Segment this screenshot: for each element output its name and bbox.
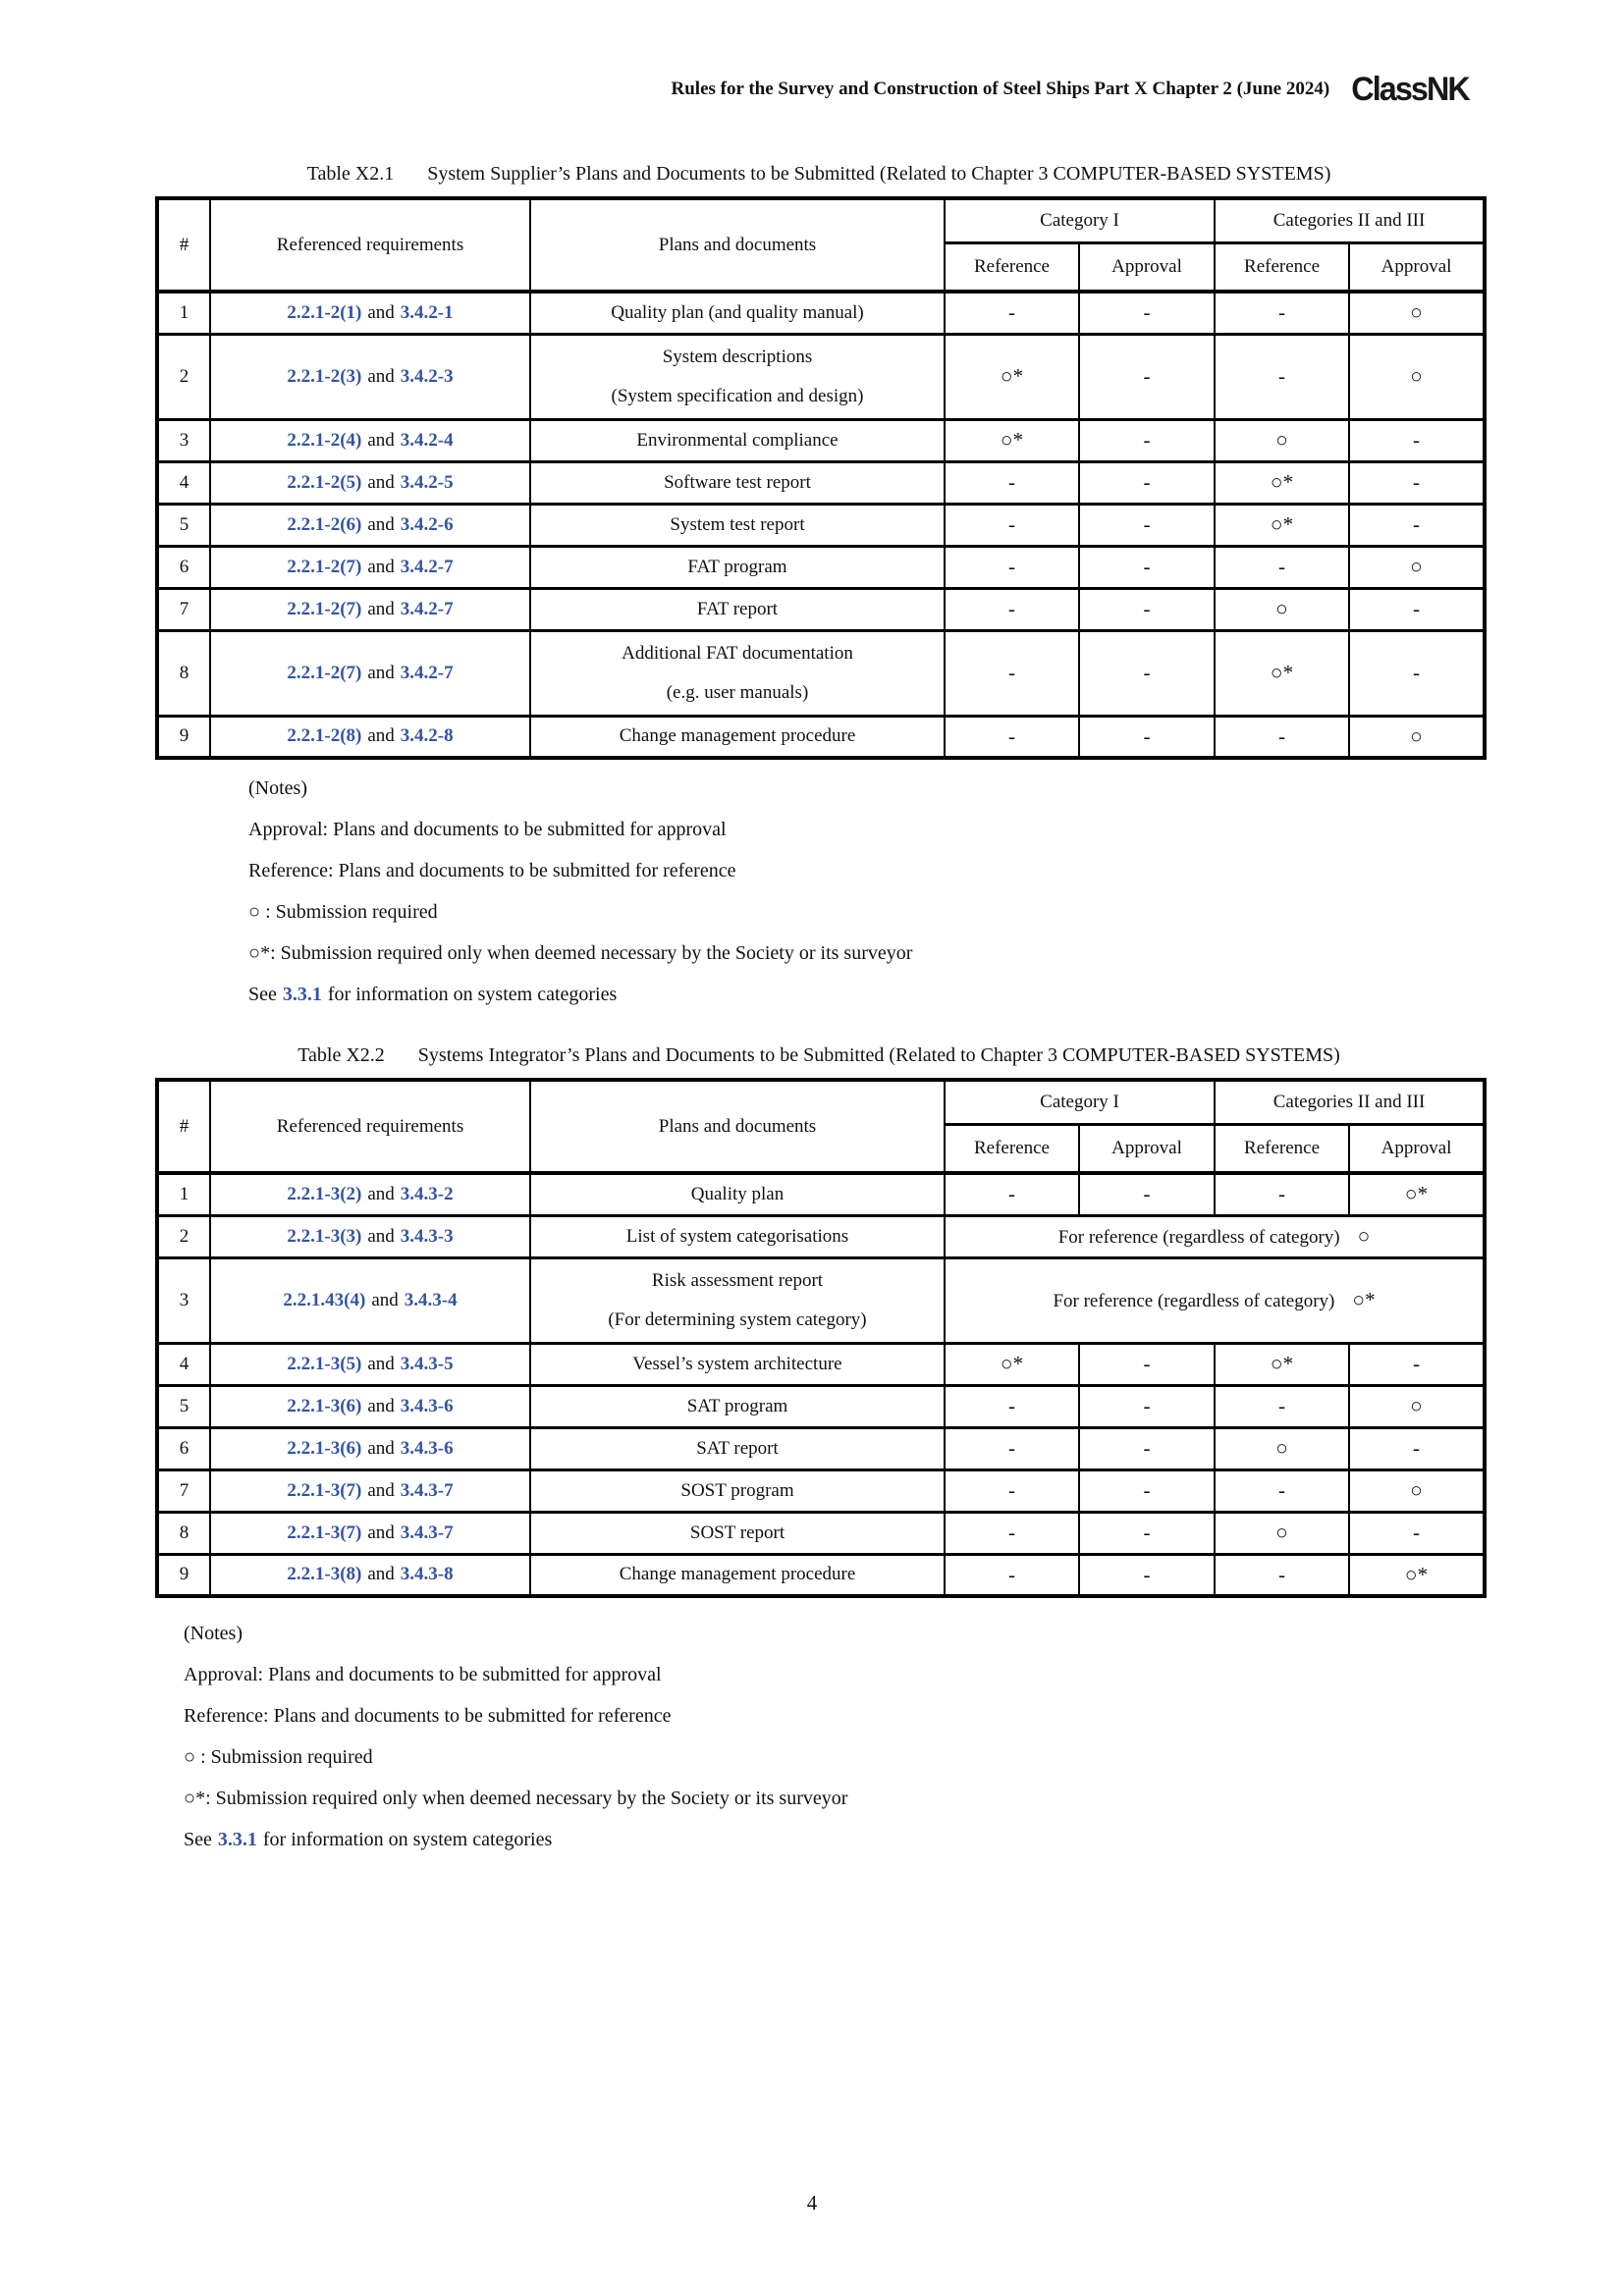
requirement-reference-1[interactable]: 2.2.1-2(7) <box>287 662 362 683</box>
document-name-line: Vessel’s system architecture <box>632 1353 842 1374</box>
referenced-requirements-cell <box>210 1469 530 1512</box>
row-number: 4 <box>157 1343 210 1385</box>
col-header-category-1: Category I <box>945 198 1215 242</box>
and-word: and <box>367 725 395 747</box>
note-line: Reference: Plans and documents to be submitted for reference <box>184 1705 672 1727</box>
submission-cell: ○ <box>1215 1512 1349 1554</box>
col-header-approval-cat1: Approval <box>1079 242 1215 292</box>
submission-cell: - <box>1349 588 1485 630</box>
requirement-reference-2[interactable]: 3.4.2-7 <box>400 662 454 683</box>
page-number: 4 <box>806 2191 818 2215</box>
referenced-requirements-cell <box>210 716 530 758</box>
note-line: ○ : Submission required <box>248 901 438 923</box>
referenced-requirements-cell <box>210 546 530 588</box>
col-header-requirements: Referenced requirements <box>210 1080 530 1173</box>
col-header-categories-2-3: Categories II and III <box>1215 1080 1485 1124</box>
requirement-reference-1[interactable]: 2.2.1-3(8) <box>287 1564 362 1585</box>
submission-cell: - <box>945 1469 1079 1512</box>
submission-cell: - <box>1079 1512 1215 1554</box>
requirement-reference-2[interactable]: 3.4.2-5 <box>400 471 454 493</box>
referenced-requirements-cell <box>210 461 530 504</box>
submission-cell: - <box>1349 504 1485 546</box>
submission-cell: ○ <box>1349 334 1485 419</box>
submission-cell: - <box>1215 1173 1349 1215</box>
table-row <box>157 1554 1485 1596</box>
table-row <box>157 334 1485 419</box>
col-header-plans: Plans and documents <box>530 198 945 292</box>
note-line: Approval: Plans and documents to be submitted for approval <box>248 819 727 840</box>
requirement-reference-1[interactable]: 2.2.1-2(6) <box>287 513 362 535</box>
submission-cell: - <box>1079 1173 1215 1215</box>
requirement-reference-2[interactable]: 3.4.3-5 <box>400 1353 454 1374</box>
and-word: and <box>367 1225 395 1247</box>
submission-cell: - <box>945 1385 1079 1427</box>
plans-documents-cell <box>530 1385 945 1427</box>
requirement-reference-2[interactable]: 3.4.2-7 <box>400 556 454 577</box>
and-word: and <box>367 1183 395 1204</box>
document-header-title: Rules for the Survey and Construction of Steel Ships Part X Chapter 2 (June 2024) <box>671 79 1330 99</box>
col-header-category-1: Category I <box>945 1080 1215 1124</box>
requirement-reference-1[interactable]: 2.2.1-2(1) <box>287 301 362 323</box>
requirement-reference-1[interactable]: 2.2.1-3(5) <box>287 1353 362 1374</box>
document-name-line: FAT program <box>687 556 787 577</box>
submission-symbol: ○ <box>1357 1224 1371 1248</box>
referenced-requirements-cell <box>210 1427 530 1469</box>
submission-cell: - <box>1215 292 1349 334</box>
requirement-reference-2[interactable]: 3.4.2-1 <box>400 301 454 323</box>
requirement-reference-2[interactable]: 3.4.2-8 <box>400 725 454 747</box>
requirement-reference-2[interactable]: 3.4.3-6 <box>400 1395 454 1416</box>
submission-cell: ○ <box>1215 1427 1349 1469</box>
referenced-requirements-cell <box>210 1554 530 1596</box>
submission-cell: - <box>1079 292 1215 334</box>
col-header-reference-cat23: Reference <box>1215 1124 1349 1173</box>
document-name-line: Software test report <box>664 471 811 493</box>
and-word: and <box>367 513 395 535</box>
and-word: and <box>371 1289 399 1310</box>
table-x22-caption: Systems Integrator’s Plans and Documents to be Submitted (Related to Chapter 3 COMPUTER-BASED SYSTEMS) <box>417 1044 1340 1066</box>
submission-cell: - <box>945 504 1079 546</box>
and-word: and <box>367 1353 395 1374</box>
row-number: 9 <box>157 1554 210 1596</box>
col-header-reference-cat1: Reference <box>945 1124 1079 1173</box>
row-number: 5 <box>157 504 210 546</box>
row-number: 9 <box>157 716 210 758</box>
see-suffix: for information on system categories <box>327 984 618 1005</box>
submission-cell: ○ <box>1349 716 1485 758</box>
notes-title: (Notes) <box>248 777 307 799</box>
row-number: 4 <box>157 461 210 504</box>
plans-documents-cell <box>530 1343 945 1385</box>
submission-cell: - <box>1079 1343 1215 1385</box>
submission-cell: - <box>1215 716 1349 758</box>
plans-documents-cell <box>530 1469 945 1512</box>
referenced-requirements-cell <box>210 334 530 419</box>
table-row <box>157 419 1485 461</box>
plans-documents-cell <box>530 1173 945 1215</box>
header-group-row <box>157 1080 1485 1124</box>
col-header-reference-cat23: Reference <box>1215 242 1349 292</box>
document-name-line: Quality plan <box>690 1183 785 1204</box>
submission-symbol: ○* <box>1352 1288 1376 1311</box>
document-name-line: Change management procedure <box>619 725 856 747</box>
requirement-reference-1[interactable]: 2.2.1-3(7) <box>287 1479 362 1501</box>
requirement-reference-1[interactable]: 2.2.1-3(6) <box>287 1395 362 1416</box>
and-word: and <box>367 471 395 493</box>
table-head <box>157 198 1485 292</box>
requirement-reference-2[interactable]: 3.4.2-6 <box>400 513 454 535</box>
requirement-reference-1[interactable]: 2.2.1-3(3) <box>287 1225 362 1247</box>
submission-cell: ○ <box>1349 546 1485 588</box>
document-name-line: SAT program <box>686 1395 788 1416</box>
and-word: and <box>367 429 395 451</box>
row-number: 5 <box>157 1385 210 1427</box>
submission-cell: - <box>1349 461 1485 504</box>
table-row <box>157 1427 1485 1469</box>
table-x22-notes <box>184 1613 847 1860</box>
note-line: ○*: Submission required only when deemed necessary by the Society or its surveyor <box>184 1788 848 1809</box>
document-name-line: Risk assessment report <box>651 1269 824 1291</box>
and-word: and <box>367 301 395 323</box>
requirement-reference-2[interactable]: 3.4.2-3 <box>400 365 454 387</box>
submission-cell: - <box>945 588 1079 630</box>
document-name-line: SAT report <box>696 1437 779 1459</box>
table-x21-notes <box>248 768 912 1015</box>
plans-documents-cell <box>530 334 945 419</box>
note-line: ○ : Submission required <box>184 1746 373 1768</box>
submission-cell: - <box>1215 546 1349 588</box>
table-row <box>157 588 1485 630</box>
document-name-line: SOST report <box>689 1522 785 1543</box>
plans-documents-cell <box>530 588 945 630</box>
requirement-reference-1[interactable]: 2.2.1-3(6) <box>287 1437 362 1459</box>
submission-cell: - <box>945 716 1079 758</box>
submission-cell: - <box>1349 630 1485 716</box>
submission-cell: - <box>1079 461 1215 504</box>
document-name-line: FAT report <box>696 598 779 619</box>
submission-cell: ○* <box>945 334 1079 419</box>
submission-cell: - <box>1079 334 1215 419</box>
table-x21-label: Table X2.1 <box>306 163 395 185</box>
requirement-reference-1[interactable]: 2.2.1-3(7) <box>287 1522 362 1543</box>
document-name-line: (For determining system category) <box>608 1308 867 1330</box>
plans-documents-cell <box>530 1427 945 1469</box>
merged-reference-cell <box>945 1257 1485 1343</box>
submission-cell: - <box>945 630 1079 716</box>
submission-cell: - <box>1215 1469 1349 1512</box>
requirement-reference-2[interactable]: 3.4.3-6 <box>400 1437 454 1459</box>
submission-cell: - <box>1079 1385 1215 1427</box>
page-footer <box>0 2191 1624 2216</box>
table-head <box>157 1080 1485 1173</box>
submission-cell: - <box>945 1427 1079 1469</box>
document-name-line: Environmental compliance <box>636 429 839 451</box>
requirement-reference-1[interactable]: 2.2.1-2(7) <box>287 598 362 619</box>
row-number: 2 <box>157 1215 210 1257</box>
requirement-reference-2[interactable]: 3.4.3-8 <box>400 1564 454 1585</box>
requirement-reference-1[interactable]: 2.2.1-3(2) <box>287 1183 362 1204</box>
table-body <box>157 292 1485 758</box>
row-number: 7 <box>157 588 210 630</box>
submission-cell: - <box>1079 630 1215 716</box>
document-name-line: (e.g. user manuals) <box>666 681 809 703</box>
requirement-reference-2[interactable]: 3.4.3-4 <box>404 1289 458 1310</box>
submission-cell: - <box>1215 1554 1349 1596</box>
submission-cell: - <box>1079 716 1215 758</box>
submission-cell: - <box>945 546 1079 588</box>
table-row <box>157 504 1485 546</box>
note-see-line <box>248 974 912 1015</box>
row-number: 8 <box>157 630 210 716</box>
table-row <box>157 546 1485 588</box>
plans-documents-cell <box>530 504 945 546</box>
row-number: 6 <box>157 546 210 588</box>
col-header-categories-2-3: Categories II and III <box>1215 198 1485 242</box>
submission-cell: - <box>945 292 1079 334</box>
referenced-requirements-cell <box>210 292 530 334</box>
header-group-row <box>157 198 1485 242</box>
row-number: 6 <box>157 1427 210 1469</box>
plans-documents-cell <box>530 419 945 461</box>
row-number: 1 <box>157 292 210 334</box>
table-row <box>157 292 1485 334</box>
plans-documents-cell <box>530 546 945 588</box>
referenced-requirements-cell <box>210 1343 530 1385</box>
note-line: Reference: Plans and documents to be submitted for reference <box>248 860 736 881</box>
submission-cell: ○* <box>945 1343 1079 1385</box>
col-header-approval-cat23: Approval <box>1349 242 1485 292</box>
submission-cell: - <box>1349 419 1485 461</box>
table-x22-label: Table X2.2 <box>298 1044 385 1066</box>
requirement-reference-2[interactable]: 3.4.3-3 <box>400 1225 454 1247</box>
table-row <box>157 1257 1485 1343</box>
and-word: and <box>367 1564 395 1585</box>
submission-cell: ○* <box>1215 504 1349 546</box>
table-row <box>157 1215 1485 1257</box>
table-body <box>157 1173 1485 1596</box>
table-x21-title <box>155 163 1483 186</box>
table-row <box>157 716 1485 758</box>
document-name-line: System test report <box>670 513 805 535</box>
document-name-line: Quality plan (and quality manual) <box>611 301 864 323</box>
submission-cell: - <box>945 1512 1079 1554</box>
page-header <box>672 73 1469 106</box>
merged-cell-text: For reference (regardless of category) <box>1057 1227 1340 1248</box>
submission-cell: - <box>945 461 1079 504</box>
col-header-reference-cat1: Reference <box>945 242 1079 292</box>
submission-cell: - <box>1215 1385 1349 1427</box>
referenced-requirements-cell <box>210 588 530 630</box>
document-name-line: List of system categorisations <box>625 1225 849 1247</box>
merged-reference-cell <box>945 1215 1485 1257</box>
col-header-requirements: Referenced requirements <box>210 198 530 292</box>
and-word: and <box>367 1479 395 1501</box>
and-word: and <box>367 1395 395 1416</box>
plans-documents-cell <box>530 1554 945 1596</box>
and-word: and <box>367 1437 395 1459</box>
submission-cell: ○* <box>1215 630 1349 716</box>
table-row <box>157 1173 1485 1215</box>
row-number: 2 <box>157 334 210 419</box>
submission-cell: - <box>1079 1469 1215 1512</box>
col-header-approval-cat1: Approval <box>1079 1124 1215 1173</box>
col-header-approval-cat23: Approval <box>1349 1124 1485 1173</box>
row-number: 1 <box>157 1173 210 1215</box>
submission-cell: - <box>1079 1427 1215 1469</box>
requirement-reference-2[interactable]: 3.4.3-7 <box>400 1479 454 1501</box>
note-line: ○*: Submission required only when deemed necessary by the Society or its surveyor <box>248 942 913 964</box>
submission-cell: - <box>1215 334 1349 419</box>
referenced-requirements-cell <box>210 1512 530 1554</box>
referenced-requirements-cell <box>210 1215 530 1257</box>
document-name-line: (System specification and design) <box>611 385 864 406</box>
table-row <box>157 1469 1485 1512</box>
submission-cell: ○ <box>1215 588 1349 630</box>
submission-cell: ○* <box>945 419 1079 461</box>
submission-cell: ○* <box>1215 1343 1349 1385</box>
table-x21-caption: System Supplier’s Plans and Documents to be Submitted (Related to Chapter 3 COMPUTER-BASED SYSTEMS) <box>427 163 1331 185</box>
document-name-line: SOST program <box>680 1479 794 1501</box>
and-word: and <box>367 1522 395 1543</box>
classnk-logo: ClassNK <box>1351 71 1469 108</box>
requirement-reference-1[interactable]: 2.2.1-2(7) <box>287 556 362 577</box>
plans-documents-cell <box>530 716 945 758</box>
note-see-line <box>184 1819 847 1860</box>
requirement-reference-2[interactable]: 3.4.3-2 <box>400 1183 454 1204</box>
requirement-reference-2[interactable]: 3.4.2-7 <box>400 598 454 619</box>
referenced-requirements-cell <box>210 504 530 546</box>
referenced-requirements-cell <box>210 1257 530 1343</box>
submission-cell: ○ <box>1349 1469 1485 1512</box>
row-number: 7 <box>157 1469 210 1512</box>
requirement-reference-1[interactable]: 2.2.1-2(3) <box>287 365 362 387</box>
document-name-line: Change management procedure <box>619 1564 856 1585</box>
row-number: 8 <box>157 1512 210 1554</box>
col-header-num: # <box>157 198 210 292</box>
table-row <box>157 630 1485 716</box>
see-suffix: for information on system categories <box>262 1829 553 1850</box>
referenced-requirements-cell <box>210 630 530 716</box>
submission-cell: - <box>1079 588 1215 630</box>
submission-cell: - <box>945 1173 1079 1215</box>
table-x21 <box>155 196 1487 760</box>
requirement-reference-2[interactable]: 3.4.2-4 <box>400 429 454 451</box>
referenced-requirements-cell <box>210 1385 530 1427</box>
plans-documents-cell <box>530 1215 945 1257</box>
submission-cell: ○ <box>1349 1385 1485 1427</box>
and-word: and <box>367 365 395 387</box>
submission-cell: ○ <box>1349 292 1485 334</box>
submission-cell: - <box>1079 1554 1215 1596</box>
row-number: 3 <box>157 1257 210 1343</box>
submission-cell: ○* <box>1215 461 1349 504</box>
table-x22-title <box>155 1044 1483 1067</box>
requirement-reference-1[interactable]: 2.2.1-2(8) <box>287 725 362 747</box>
and-word: and <box>367 662 395 683</box>
table-x22 <box>155 1078 1487 1598</box>
see-reference-link[interactable]: 3.3.1 <box>217 1829 257 1850</box>
submission-cell: - <box>1349 1427 1485 1469</box>
col-header-plans: Plans and documents <box>530 1080 945 1173</box>
submission-cell: - <box>945 1554 1079 1596</box>
document-name-line: System descriptions <box>662 346 813 367</box>
and-word: and <box>367 598 395 619</box>
referenced-requirements-cell <box>210 419 530 461</box>
see-reference-link[interactable]: 3.3.1 <box>282 984 322 1005</box>
plans-documents-cell <box>530 292 945 334</box>
submission-cell: ○ <box>1215 419 1349 461</box>
table-row <box>157 1385 1485 1427</box>
merged-cell-text: For reference (regardless of category) <box>1053 1291 1335 1311</box>
note-line: Approval: Plans and documents to be submitted for approval <box>184 1664 662 1685</box>
notes-title: (Notes) <box>184 1623 243 1644</box>
row-number: 3 <box>157 419 210 461</box>
document-name-line: Additional FAT documentation <box>622 642 853 664</box>
table-row <box>157 1343 1485 1385</box>
submission-cell: - <box>1079 504 1215 546</box>
requirement-reference-2[interactable]: 3.4.3-7 <box>400 1522 454 1543</box>
see-prefix: See <box>184 1829 212 1850</box>
table-row <box>157 1512 1485 1554</box>
submission-cell: - <box>1079 419 1215 461</box>
requirement-reference-1[interactable]: 2.2.1-2(4) <box>287 429 362 451</box>
plans-documents-cell <box>530 630 945 716</box>
submission-cell: - <box>1079 546 1215 588</box>
table-row <box>157 461 1485 504</box>
plans-documents-cell <box>530 1512 945 1554</box>
and-word: and <box>367 556 395 577</box>
submission-cell: ○* <box>1349 1554 1485 1596</box>
requirement-reference-1[interactable]: 2.2.1-2(5) <box>287 471 362 493</box>
submission-cell: ○* <box>1349 1173 1485 1215</box>
see-prefix: See <box>248 984 277 1005</box>
referenced-requirements-cell <box>210 1173 530 1215</box>
requirement-reference-1[interactable]: 2.2.1.43(4) <box>283 1289 366 1310</box>
plans-documents-cell <box>530 461 945 504</box>
submission-cell: - <box>1349 1512 1485 1554</box>
col-header-num: # <box>157 1080 210 1173</box>
submission-cell: - <box>1349 1343 1485 1385</box>
plans-documents-cell <box>530 1257 945 1343</box>
